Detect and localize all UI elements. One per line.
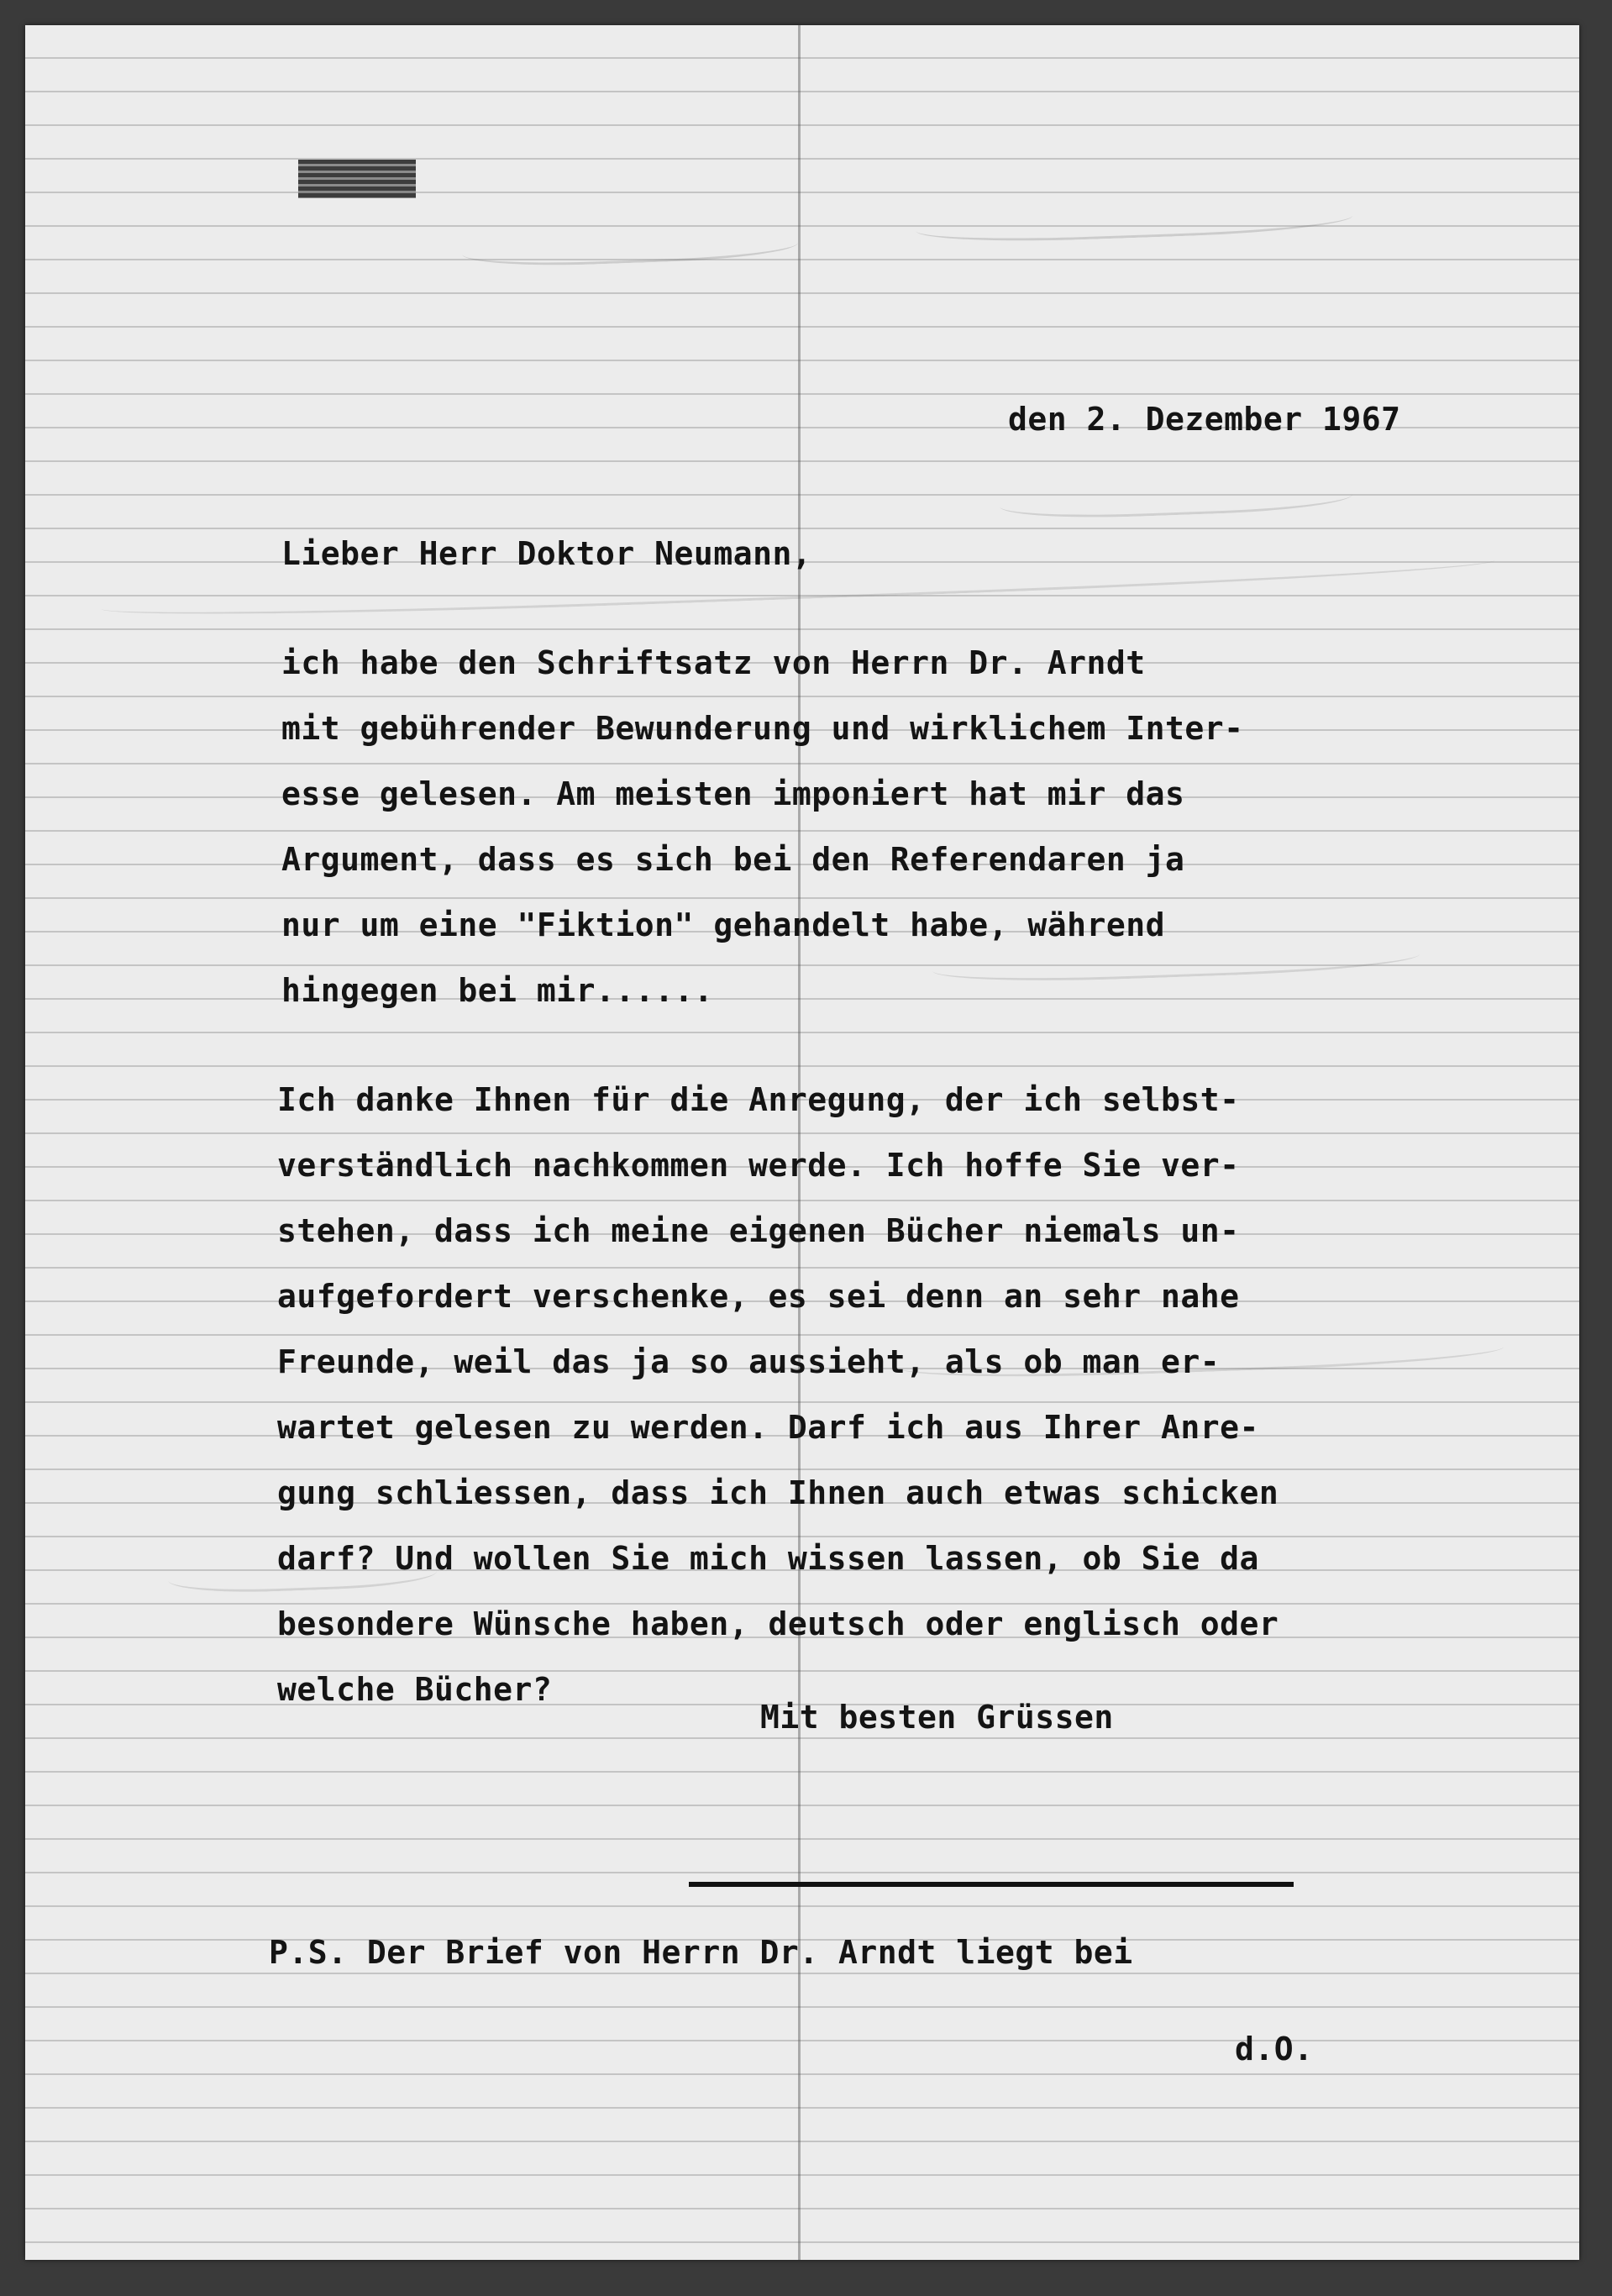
- letter-date: den 2. Dezember 1967: [1008, 401, 1401, 438]
- show-through-scribble: [915, 194, 1352, 245]
- paragraph-2-line: Freunde, weil das ja so aussieht, als ob man er-: [277, 1343, 1221, 1380]
- paragraph-1-line: hingegen bei mir......: [281, 972, 714, 1009]
- letter-salutation: Lieber Herr Doktor Neumann,: [281, 535, 812, 572]
- postscript: P.S. Der Brief von Herrn Dr. Arndt liegt bei: [269, 1934, 1133, 1971]
- show-through-scribble: [461, 221, 798, 269]
- sender-initials: d.O.: [1235, 2031, 1314, 2067]
- paragraph-1-line: mit gebührender Bewunderung und wirklichem Inter-: [281, 710, 1244, 747]
- paragraph-2-line: darf? Und wollen Sie mich wissen lassen, ob Sie da: [277, 1540, 1259, 1577]
- paragraph-2-line: stehen, dass ich meine eigenen Bücher niemals un-: [277, 1212, 1240, 1249]
- paragraph-1-line: nur um eine "Fiktion" gehandelt habe, während: [281, 906, 1166, 943]
- paragraph-1-line: esse gelesen. Am meisten imponiert hat mir das: [281, 775, 1185, 812]
- paragraph-2-line: aufgefordert verschenke, es sei denn an sehr nahe: [277, 1278, 1240, 1315]
- paragraph-2-line: verständlich nachkommen werde. Ich hoffe Sie ver-: [277, 1147, 1240, 1184]
- paragraph-2-line: besondere Wünsche haben, deutsch oder englisch oder: [277, 1605, 1279, 1642]
- paragraph-2-line: wartet gelesen zu werden. Darf ich aus Ihrer Anre-: [277, 1409, 1259, 1446]
- signature-line: [689, 1882, 1294, 1887]
- paragraph-2-line: Ich danke Ihnen für die Anregung, der ich selbst-: [277, 1081, 1240, 1118]
- letter-closing: Mit besten Grüssen: [760, 1699, 1114, 1736]
- paragraph-2-line: welche Bücher?: [277, 1671, 553, 1708]
- paragraph-1-line: Argument, dass es sich bei den Referendaren ja: [281, 841, 1185, 878]
- letter-page: [25, 25, 1579, 2260]
- paragraph-2-line: gung schliessen, dass ich Ihnen auch etwas schicken: [277, 1474, 1279, 1511]
- paragraph-1-line: ich habe den Schriftsatz von Herrn Dr. Arndt: [281, 644, 1146, 681]
- ink-stamp-mark: [298, 160, 416, 198]
- show-through-scribble: [999, 473, 1352, 522]
